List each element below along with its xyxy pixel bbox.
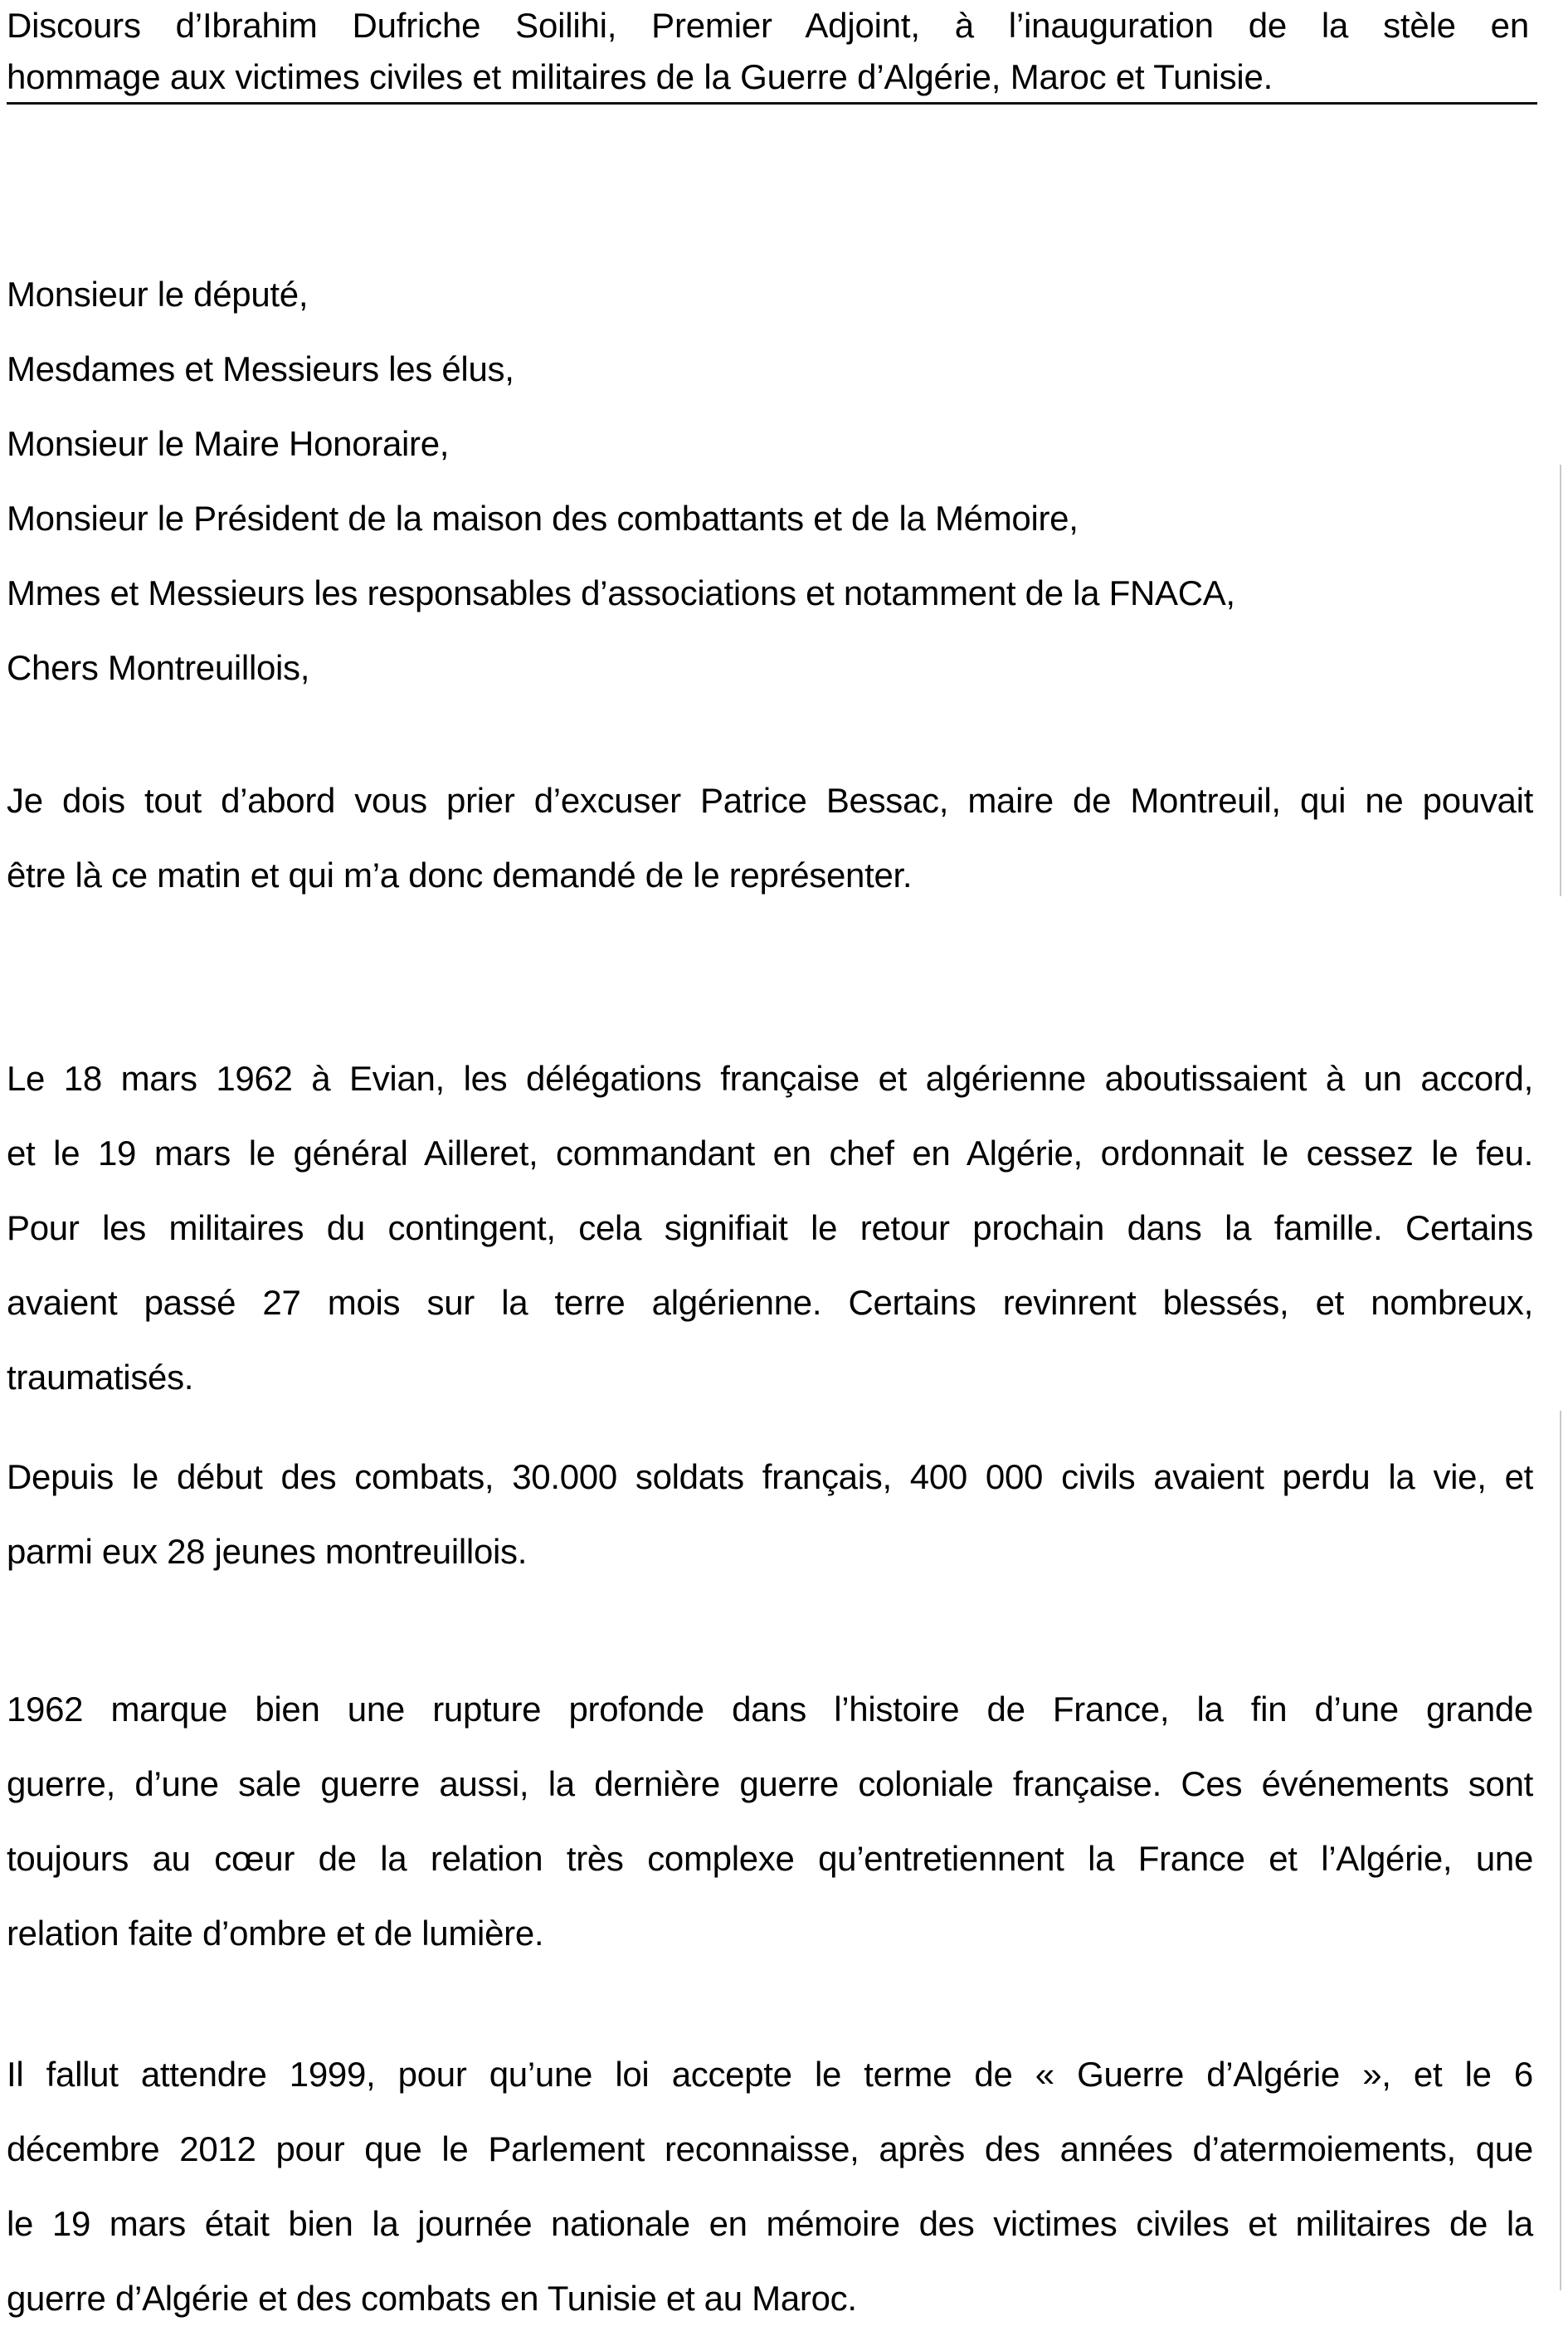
paragraph-excuse	[7, 763, 1533, 913]
paragraph-line: toujours au cœur de la relation très complexe qu’entretiennent la France et l’Algérie, une	[7, 1839, 1533, 1878]
paragraph-line: être là ce matin et qui m’a donc demandé de le représenter.	[7, 856, 913, 895]
paragraph-line: Le 18 mars 1962 à Evian, les délégations française et algérienne aboutissaient à un accord,	[7, 1059, 1533, 1098]
document-header	[7, 0, 1537, 105]
salutation-line: Mesdames et Messieurs les élus,	[7, 349, 514, 388]
salutations-list	[7, 257, 1533, 705]
paragraph-line: Il fallut attendre 1999, pour qu’une loi accepte le terme de « Guerre d’Algérie », et le 6	[7, 2055, 1533, 2094]
paragraph-casualties	[7, 1440, 1533, 1589]
header-title-line-2: hommage aux victimes civiles et militaires de la Guerre d’Algérie, Maroc et Tunisie.	[7, 57, 1273, 96]
scan-margin-line	[1560, 465, 1561, 896]
paragraph-line: Pour les militaires du contingent, cela signifiait le retour prochain dans la famille. Certains	[7, 1208, 1533, 1247]
salutation-line: Chers Montreuillois,	[7, 648, 310, 687]
salutation-line: Monsieur le député,	[7, 275, 309, 314]
paragraph-evian-accords	[7, 1041, 1533, 1415]
salutation-line: Monsieur le Président de la maison des combattants et de la Mémoire,	[7, 499, 1079, 538]
salutation-line: Mmes et Messieurs les responsables d’associations et notamment de la FNACA,	[7, 573, 1235, 612]
paragraph-line: 1962 marque bien une rupture profonde dans l’histoire de France, la fin d’une grande	[7, 1690, 1533, 1729]
paragraph-rupture	[7, 1672, 1533, 1971]
paragraph-line: guerre, d’une sale guerre aussi, la dernière guerre coloniale française. Ces événements sont	[7, 1764, 1533, 1803]
paragraph-line: traumatisés.	[7, 1358, 194, 1397]
paragraph-line: parmi eux 28 jeunes montreuillois.	[7, 1532, 528, 1571]
scan-margin-line	[1560, 1411, 1561, 2290]
paragraph-line: relation faite d’ombre et de lumière.	[7, 1914, 544, 1953]
paragraph-recognition	[7, 2037, 1533, 2336]
header-title-line-1: Discours d’Ibrahim Dufriche Soilihi, Premier Adjoint, à l’inauguration de la stèle en	[7, 6, 1529, 45]
paragraph-line: avaient passé 27 mois sur la terre algérienne. Certains revinrent blessés, et nombreux,	[7, 1283, 1533, 1322]
paragraph-line: Je dois tout d’abord vous prier d’excuser Patrice Bessac, maire de Montreuil, qui ne pouvait	[7, 781, 1533, 820]
paragraph-line: le 19 mars était bien la journée nationale en mémoire des victimes civiles et militaires de la	[7, 2204, 1533, 2243]
paragraph-line: décembre 2012 pour que le Parlement reconnaisse, après des années d’atermoiements, que	[7, 2129, 1533, 2168]
paragraph-line: guerre d’Algérie et des combats en Tunisie et au Maroc.	[7, 2279, 857, 2318]
paragraph-line: et le 19 mars le général Ailleret, commandant en chef en Algérie, ordonnait le cessez le feu.	[7, 1134, 1533, 1173]
salutation-line: Monsieur le Maire Honoraire,	[7, 424, 450, 463]
paragraph-line: Depuis le début des combats, 30.000 soldats français, 400 000 civils avaient perdu la vie, et	[7, 1457, 1533, 1496]
